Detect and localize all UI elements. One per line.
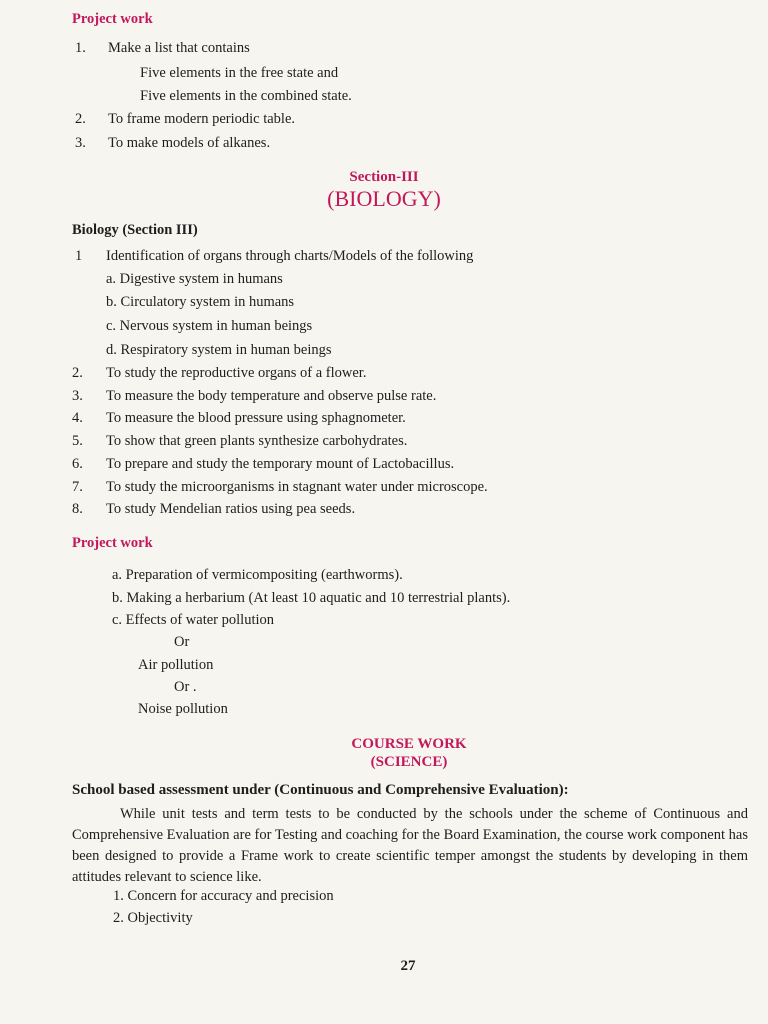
or-text: Or — [174, 634, 190, 650]
list-item: To study the reproductive organs of a flower. — [106, 365, 367, 381]
sub-list-item: c. Nervous system in human beings — [106, 318, 313, 334]
list-number: 2. — [72, 365, 83, 381]
list-item: a. Preparation of vermicompositing (earthworms). — [112, 567, 403, 583]
sub-list-item: b. Circulatory system in humans — [106, 294, 295, 310]
list-item: Make a list that contains — [108, 40, 250, 56]
assessment-paragraph-text: While unit tests and term tests to be conducted by the schools under the scheme of Continuous and Comprehensive Evaluation are for Testing and coaching for the Board Examination, the course work component has been designed to provide a Frame work to create scientific temper amongst the students by developing in them attitudes relevant to science like. — [72, 806, 748, 885]
course-work-title: COURSE WORK — [351, 736, 467, 752]
biology-heading: Biology (Section III) — [72, 222, 198, 238]
assessment-paragraph — [72, 804, 748, 888]
list-item: Noise pollution — [138, 701, 228, 717]
list-item: Identification of organs through charts/Models of the following — [106, 248, 474, 264]
list-item: To study Mendelian ratios using pea seeds. — [106, 501, 356, 517]
section-label: Section-III — [349, 169, 419, 185]
list-item: c. Effects of water pollution — [112, 612, 274, 628]
project-work-heading: Project work — [72, 11, 153, 27]
sub-list-item: d. Respiratory system in human beings — [106, 342, 332, 358]
list-item: To make models of alkanes. — [108, 135, 271, 151]
list-number: 2. — [75, 111, 86, 127]
page-number: 27 — [400, 958, 416, 974]
course-work-subtitle: (SCIENCE) — [370, 754, 448, 770]
sub-list-item: a. Digestive system in humans — [106, 271, 283, 287]
assessment-heading: School based assessment under (Continuous and Comprehensive Evaluation): — [72, 782, 569, 798]
list-item: To prepare and study the temporary mount of Lactobacillus. — [106, 456, 455, 472]
list-item: Air pollution — [138, 657, 214, 673]
list-item: Five elements in the combined state. — [140, 88, 352, 104]
list-number: 1. — [75, 40, 86, 56]
section-title: (BIOLOGY) — [327, 186, 441, 211]
list-item: To measure the blood pressure using sphagnometer. — [106, 410, 406, 426]
list-number: 3. — [75, 135, 86, 151]
list-number: 5. — [72, 433, 83, 449]
list-item: b. Making a herbarium (At least 10 aquatic and 10 terrestrial plants). — [112, 590, 511, 606]
list-number: 3. — [72, 388, 83, 404]
list-item: Five elements in the free state and — [140, 65, 339, 81]
project-work-heading: Project work — [72, 535, 153, 551]
list-item: 1. Concern for accuracy and precision — [113, 888, 334, 904]
list-item: To measure the body temperature and observe pulse rate. — [106, 388, 437, 404]
list-number: 1 — [75, 248, 83, 264]
list-number: 7. — [72, 479, 83, 495]
list-number: 8. — [72, 501, 83, 517]
list-number: 4. — [72, 410, 83, 426]
or-text: Or . — [174, 679, 197, 695]
list-number: 6. — [72, 456, 83, 472]
list-item: 2. Objectivity — [113, 910, 193, 926]
list-item: To frame modern periodic table. — [108, 111, 296, 127]
list-item: To study the microorganisms in stagnant water under microscope. — [106, 479, 488, 495]
list-item: To show that green plants synthesize carbohydrates. — [106, 433, 408, 449]
